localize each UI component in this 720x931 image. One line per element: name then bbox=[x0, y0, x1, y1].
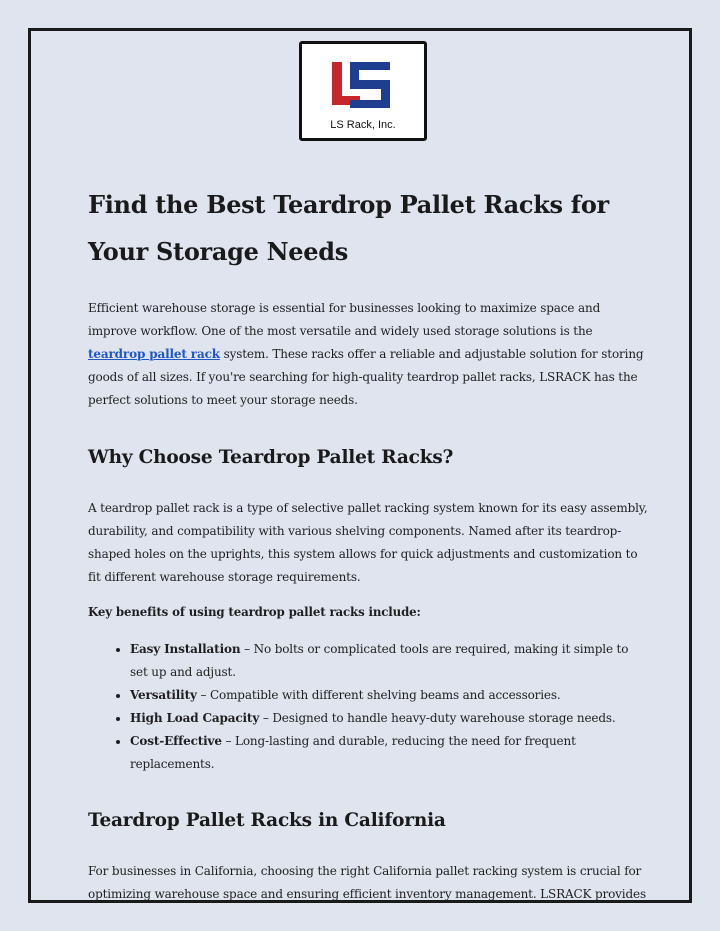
company-logo bbox=[299, 41, 427, 141]
benefit-desc: – Designed to handle heavy-duty warehouse storage needs. bbox=[259, 711, 616, 725]
benefits-label: Key benefits of using teardrop pallet racks include: bbox=[88, 605, 421, 619]
benefit-desc: – Long-lasting and durable, reducing the need for frequent replacements. bbox=[130, 734, 576, 771]
intro-text-after: system. These racks offer a reliable and adjustable solution for storing goods of all sizes. If you're searching for high-quality teardrop pallet racks, LSRACK has the perfect solutions to meet your storage needs. bbox=[88, 347, 644, 407]
benefits-list bbox=[88, 638, 648, 776]
california-paragraph: For businesses in California, choosing the right California pallet racking system is crucial for optimizing warehouse space and ensuring efficient inventory management. LSRACK provides bbox=[88, 864, 646, 901]
why-heading: Why Choose Teardrop Pallet Racks? bbox=[88, 447, 454, 468]
benefit-term: Easy Installation bbox=[130, 642, 241, 656]
list-item bbox=[130, 730, 648, 776]
benefit-term: Cost-Effective bbox=[130, 734, 222, 748]
why-paragraph: A teardrop pallet rack is a type of selective pallet racking system known for its easy assembly, durability, and compatibility with various shelving components. Named after its teardrop-shaped holes on the uprights, this system allows for quick adjustments and customization to fit different warehouse storage requirements. bbox=[88, 501, 648, 584]
benefit-desc: – No bolts or complicated tools are required, making it simple to set up and adjust. bbox=[130, 642, 629, 679]
document-page bbox=[28, 28, 692, 903]
california-heading: Teardrop Pallet Racks in California bbox=[88, 810, 446, 831]
intro-paragraph bbox=[88, 297, 648, 412]
list-item bbox=[130, 684, 648, 707]
benefit-desc: – Compatible with different shelving beams and accessories. bbox=[196, 688, 561, 702]
company-name: LS Rack, Inc. bbox=[330, 119, 396, 131]
article-body bbox=[88, 181, 648, 906]
list-item bbox=[130, 638, 648, 684]
benefit-term: High Load Capacity bbox=[130, 711, 260, 725]
intro-text-before: Efficient warehouse storage is essential for businesses looking to maximize space and improve workflow. One of the most versatile and widely used storage solutions is the bbox=[88, 301, 601, 338]
teardrop-pallet-rack-link[interactable]: teardrop pallet rack bbox=[88, 347, 220, 361]
benefit-term: Versatility bbox=[130, 688, 197, 702]
ls-monogram-icon bbox=[330, 58, 392, 110]
page-title: Find the Best Teardrop Pallet Racks for Your Storage Needs bbox=[88, 190, 609, 266]
list-item bbox=[130, 707, 648, 730]
